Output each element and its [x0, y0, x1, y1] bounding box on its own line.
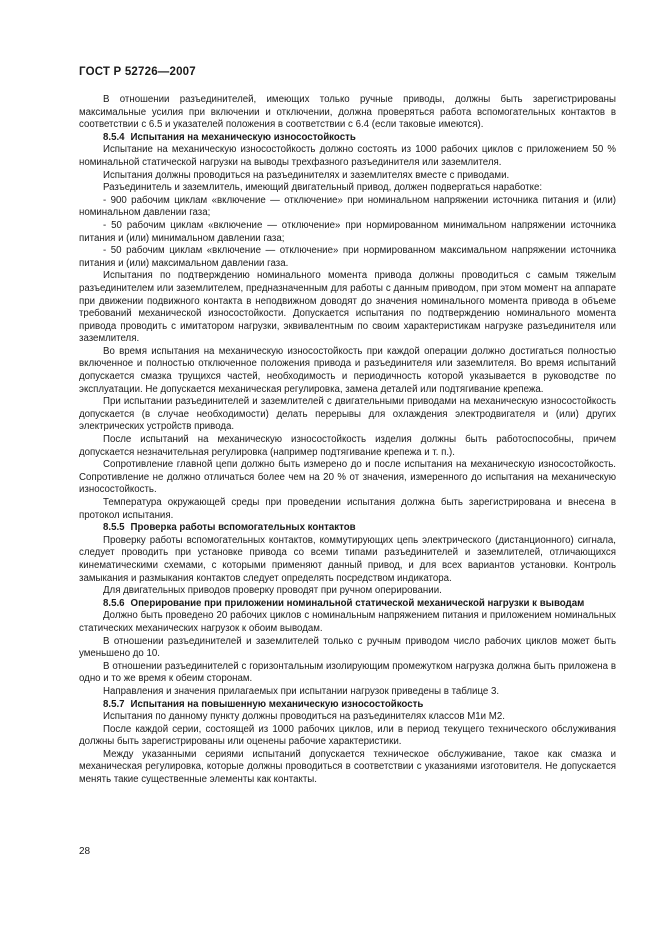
section-number: 8.5.5 — [103, 522, 125, 534]
paragraph: Направления и значения прилагаемых при испытании нагрузок приведены в таблице 3. — [103, 685, 500, 697]
section-number: 8.5.6 — [103, 597, 125, 609]
section-title: Проверка работы вспомогательных контактов — [130, 522, 356, 534]
paragraph: Между указанными сериями испытаний допускается техническое обслуживание, такое как смазка и механическая регулировка, которые должны проводиться в соответствии с указаниями изготовителя. Не допускается менять такие существенные элементы как контакты. — [79, 748, 616, 786]
paragraph: Испытания по подтверждению номинального момента привода должны проводиться с самым тяжелым разъединителем или заземлителем, предназначенным для работы с данным приводом, при этом момент на аппарате при движении подвижного контакта в неподвижном доводят до значения номинального момента привода в объеме требований механической износостойкости. Допускается испытания по подтверждению номинального момента привода проводить с имитатором нагрузки, эквивалентным по своим характеристикам нагрузке разъединителя или заземлителя. — [79, 270, 616, 345]
document-header: ГОСТ Р 52726—2007 — [79, 66, 196, 78]
paragraph: Температура окружающей среды при проведении испытания должна быть зарегистрирована и внесена в протокол испытания. — [79, 497, 616, 521]
paragraph: - 50 рабочим циклам «включение — отключение» при нормированном максимальном напряжении источника питания и (или) максимальном давлении газа. — [79, 245, 616, 269]
paragraph: - 50 рабочим циклам «включение — отключение» при нормированном минимальном напряжении источника питания и (или) минимальном давлении газа; — [79, 219, 616, 244]
paragraph: Испытания по данному пункту должны проводиться на разъединителях классов М1и М2. — [103, 711, 505, 723]
page-number: 28 — [79, 846, 91, 857]
paragraph: После испытаний на механическую износостойкость изделия должны быть работоспособны, причем допускается незначительная регулировка (например подтягивание крепежа и т. п.). — [79, 434, 616, 458]
paragraph: Испытания должны проводиться на разъединителях и заземлителях вместе с приводами. — [103, 169, 510, 181]
document-body — [79, 94, 616, 787]
paragraph: Для двигательных приводов проверку проводят при ручном оперировании. — [103, 585, 442, 597]
section-heading — [79, 699, 616, 712]
paragraph: Испытание на механическую износостойкость должно состоять из 1000 рабочих циклов с приложением 50 % номинальной статической нагрузки на выводы трехфазного разъединителя или заземлителя. — [79, 144, 616, 168]
paragraph: - 900 рабочим циклам «включение — отключение» при номинальном напряжении источника питания и (или) номинальном давлении газа; — [79, 194, 616, 219]
paragraph: Во время испытания на механическую износостойкость при каждой операции должно достигаться полностью включенное и полностью отключенное положения привода и разъединителя или заземлителя. Во время испытаний допускается смазка трущихся частей, необходимость и периодичность которой указывается в руководстве по эксплуатации. Не допускается механическая регулировка, замена деталей или подтягивание крепежа. — [79, 345, 616, 395]
section-title: Испытания на механическую износостойкость — [130, 131, 356, 143]
section-heading — [79, 132, 616, 145]
paragraph: Должно быть проведено 20 рабочих циклов с номинальным напряжением питания и приложением номинальных статических механических нагрузок к обоим выводам. — [79, 610, 616, 634]
section-heading — [79, 522, 616, 535]
section-number: 8.5.7 — [103, 698, 125, 710]
section-number: 8.5.4 — [103, 131, 125, 143]
paragraph: В отношении разъединителей и заземлителей только с ручным приводом число рабочих циклов может быть уменьшено до 10. — [79, 635, 616, 660]
paragraph: Проверку работы вспомогательных контактов, коммутирующих цепь электрического (дистанционного) сигнала, следует проводить при установке привода со всеми типами разъединителей и заземлителей, отличающихся кинематическими схемами, с которыми применяют данный привод, и для всех вариантов установки. Контроль замыкания и размыкания контактов следует определять посредством индикатора. — [79, 534, 616, 584]
section-title: Оперирование при приложении номинальной статической механической нагрузки к выводам — [130, 597, 585, 609]
paragraph: Разъединитель и заземлитель, имеющий двигательный привод, должен подвергаться наработке: — [103, 182, 543, 194]
paragraph: При испытании разъединителей и заземлителей с двигательными приводами на механическую износостойкость допускается (в случае необходимости) делать перерывы для охлаждения электродвигателя и (или) других электрических устройств привода. — [79, 396, 616, 433]
paragraph: В отношении разъединителей, имеющих только ручные приводы, должны быть зарегистрированы максимальные усилия при включении и отключении, должна проверяться работа вспомогательных контактов в соответствии с 6.5 и указателей положения в соответствии с 6.4 (если таковые имеются). — [79, 94, 616, 131]
paragraph: Сопротивление главной цепи должно быть измерено до и после испытания на механическую износостойкость. Сопротивление не должно отличаться более чем на 20 % от значения, измеренного до испытания на механическую износостойкость. — [79, 459, 616, 496]
paragraph: После каждой серии, состоящей из 1000 рабочих циклов, или в период текущего технического обслуживания должны быть зарегистрированы или оценены рабочие характеристики. — [79, 723, 616, 748]
section-heading — [79, 598, 616, 611]
section-title: Испытания на повышенную механическую износостойкость — [130, 698, 424, 710]
paragraph: В отношении разъединителей с горизонтальным изолирующим промежутком нагрузка должна быть приложена в одно и то же время к обеим сторонам. — [79, 660, 616, 685]
